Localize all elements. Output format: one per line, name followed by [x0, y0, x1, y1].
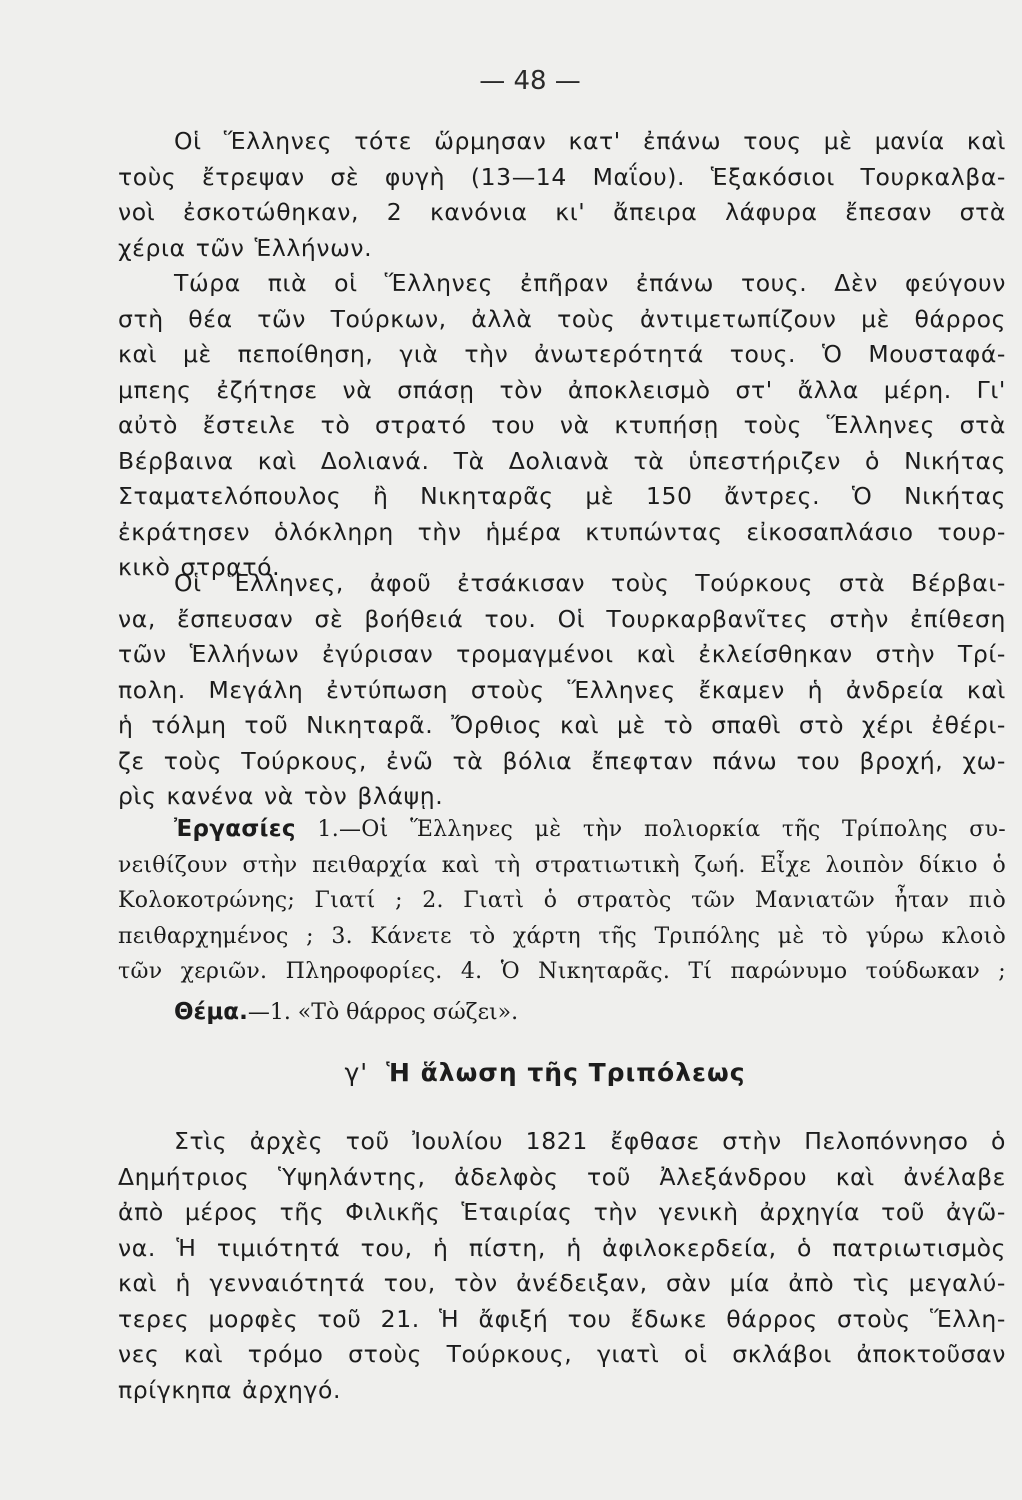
paragraph-4	[118, 1124, 1006, 1408]
exercises-line: νειθίζουν στὴν πειθαρχία καὶ τὴ στρατιωτικὴ ζωή. Εἶχε λοιπὸν δίκιο ὁ	[118, 852, 1006, 878]
section-title: Ἡ ἅλωση τῆς Τριπόλεως	[386, 1058, 746, 1087]
text-line: νοὶ ἐσκοτώθηκαν, 2 κανόνια κι' ἄπειρα λάφυρα ἔπεσαν στὰ	[118, 198, 1006, 226]
paragraph-1	[118, 124, 1006, 266]
text-line: Βέρβαινα καὶ Δολιανά. Τὰ Δολιανὰ τὰ ὑπεστήριζεν ὁ Νικήτας	[118, 446, 1006, 475]
exercises-label: Ἐργασίες	[174, 816, 296, 842]
text-line: αὐτὸ ἔστειλε τὸ στρατό του νὰ κτυπήσῃ τοὺς Ἕλληνες στὰ	[118, 411, 1006, 439]
text-line: πολη. Μεγάλη ἐντύπωση στοὺς Ἕλληνες ἔκαμεν ἡ ἀνδρεία καὶ	[118, 675, 1006, 704]
text-line: καὶ μὲ πεποίθηση, γιὰ τὴν ἀνωτερότητά τους. Ὁ Μουσταφά-	[118, 340, 1006, 368]
text-line: Οἱ Ἕλληνες τότε ὥρμησαν κατ' ἐπάνω τους μὲ μανία καὶ	[174, 127, 1006, 155]
theme-block	[118, 992, 1006, 1032]
text-line: ζε τοὺς Τούρκους, ἐνῶ τὰ βόλια ἔπεφταν πάνω του βροχή, χω-	[118, 746, 1006, 775]
text-line: νες καὶ τρόμο στοὺς Τούρκους, γιατὶ οἱ σκλάβοι ἀποκτοῦσαν	[118, 1340, 1006, 1368]
text-line: Στὶς ἀρχὲς τοῦ Ἰουλίου 1821 ἔφθασε στὴν Πελοπόννησο ὁ	[174, 1127, 1006, 1155]
text-line: καὶ ἡ γενναιότητά του, τὸν ἀνέδειξαν, σὰν μία ἀπὸ τὶς μεγαλύ-	[118, 1269, 1006, 1297]
exercises-line: Κολοκοτρώνης; Γιατί ; 2. Γιατὶ ὁ στρατὸς τῶν Μανιατῶν ἦταν πιὸ	[118, 888, 1006, 913]
section-prefix: γ'	[344, 1058, 369, 1087]
text-line: να, ἔσπευσαν σὲ βοήθειά του. Οἱ Τουρκαρβανῖτες στὴν ἐπίθεση	[118, 604, 1006, 633]
text-line: Οἱ Ἕλληνες, ἀφοῦ ἐτσάκισαν τοὺς Τούρκους στὰ Βέρβαι-	[174, 569, 1006, 597]
text-line: χέρια τῶν Ἑλλήνων.	[118, 233, 373, 262]
text-line: Σταματελόπουλος ἢ Νικηταρᾶς μὲ 150 ἄντρες. Ὁ Νικήτας	[118, 482, 1006, 510]
exercises-line: πειθαρχημένος ; 3. Κάνετε τὸ χάρτη τῆς Τριπόλης μὲ τὸ γύρω κλοιὸ	[118, 923, 1006, 949]
text-line: ἡ τόλμη τοῦ Νικηταρᾶ. Ὄρθιος καὶ μὲ τὸ σπαθὶ στὸ χέρι ἐθέρι-	[118, 711, 1006, 739]
theme-text: —1. «Τὸ θάρρος σώζει».	[247, 1000, 519, 1025]
exercises-first-line	[118, 812, 1006, 848]
text-line: Δημήτριος Ὑψηλάντης, ἀδελφὸς τοῦ Ἀλεξάνδρου καὶ ἀνέλαβε	[118, 1162, 1006, 1191]
theme-label: Θέμα.	[174, 999, 248, 1025]
section-heading	[0, 1058, 1022, 1087]
text-line: τερες μορφὲς τοῦ 21. Ἡ ἄφιξή του ἔδωκε θάρρος στοὺς Ἕλλη-	[118, 1304, 1006, 1333]
text-line: Τώρα πιὰ οἱ Ἕλληνες ἐπῆραν ἐπάνω τους. Δὲν φεύγουν	[174, 269, 1006, 297]
text-line: στὴ θέα τῶν Τούρκων, ἀλλὰ τοὺς ἀντιμετωπίζουν μὲ θάρρος	[118, 304, 1006, 333]
text-line: ρὶς κανένα νὰ τὸν βλάψῃ.	[118, 782, 444, 810]
text-line: κικὸ στρατό.	[118, 553, 281, 581]
text-line: τῶν Ἑλλήνων ἐγύρισαν τρομαγμένοι καὶ ἐκλείσθηκαν στὴν Τρί-	[118, 640, 1006, 668]
paragraph-3	[118, 566, 1006, 815]
exercises-block	[118, 812, 1006, 990]
text-line: τοὺς ἔτρεψαν σὲ φυγὴ (13—14 Μαΐου). Ἑξακόσιοι Τουρκαλβα-	[118, 162, 1006, 191]
paragraph-2	[118, 266, 1006, 586]
page-number: — 48 —	[479, 66, 581, 96]
exercises-line: τῶν χεριῶν. Πληροφορίες. 4. Ὁ Νικηταρᾶς. Τί παρώνυμο τούδωκαν ;	[118, 959, 1006, 984]
text-line: ἐκράτησεν ὁλόκληρη τὴν ἡμέρα κτυπώντας εἰκοσαπλάσιο τουρ-	[118, 517, 1006, 546]
text-line: πρίγκηπα ἀρχηγό.	[118, 1375, 342, 1404]
theme-line	[118, 992, 1006, 1032]
text-line: ἀπὸ μέρος τῆς Φιλικῆς Ἑταιρίας τὴν γενικὴ ἀρχηγία τοῦ ἀγῶ-	[118, 1198, 1006, 1226]
text-line: μπεης ἐζήτησε νὰ σπάσῃ τὸν ἀποκλεισμὸ στ' ἄλλα μέρη. Γι'	[118, 375, 1006, 404]
text-line: να. Ἡ τιμιότητά του, ἡ πίστη, ἡ ἀφιλοκερδεία, ὁ πατριωτισμὸς	[118, 1233, 1006, 1262]
exercises-text: 1.—Οἱ Ἕλληνες μὲ τὴν πολιορκία τῆς Τρίπολης συ-	[317, 817, 1006, 842]
